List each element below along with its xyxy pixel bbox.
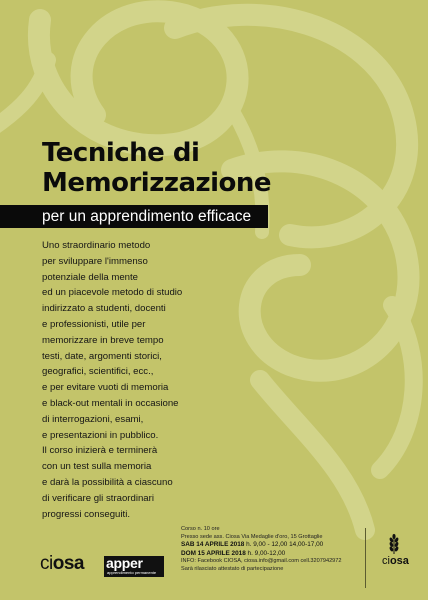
event-date-2-day: DOM 15 APRILE 2018 [181,549,246,557]
description-line: progressi conseguiti. [42,508,130,520]
ciosa-logo-vertical-prefix: ci [382,555,390,567]
course-venue: Presso sede ass. Ciosa Via Medaglie d'oro, 15 Grottaglie [181,533,323,540]
description-line: indirizzato a studenti, docenti [42,303,166,315]
ciosa-logo-suffix: osa [52,553,84,574]
description-line: testi, date, argomenti storici, [42,350,162,362]
description-line: per sviluppare l'immenso [42,255,148,267]
description-line: Il corso inizierà e terminerà [42,445,158,457]
wheat-grain-icon [387,533,401,555]
contact-info: INFO: Facebook CIOSA, ciosa.info@gmail.com cell.3207942972 [181,558,342,565]
description-line: geografici, scientifici, ecc., [42,366,154,378]
description-line: e presentazioni in pubblico. [42,429,159,441]
course-duration: Corso n. 10 ore [181,526,220,532]
description-line: e black-out mentali in occasione [42,397,179,409]
event-date-1-hours: h. 9,00 - 12,00 14,00-17,00 [244,541,324,549]
certificate-note: Sarà rilasciato attestato di partecipazione [181,565,284,572]
apper-logo [104,556,164,577]
description-line: memorizzare in breve tempo [42,334,164,346]
description-line: di interrogazioni, esami, [42,413,144,425]
description-line: e darà la possibilità a ciascuno [42,476,173,488]
description-line: Uno straordinario metodo [42,240,151,251]
description-line: potenziale della mente [42,271,139,283]
description-line: con un test sulla memoria [42,461,152,473]
ciosa-logo-vertical-text [382,555,409,568]
ciosa-logo-vertical-suffix: osa [389,555,409,567]
title-line-2: Memorizzazione [42,168,272,198]
ciosa-logo-vertical [382,533,409,568]
title-line-1: Tecniche di [42,138,200,168]
ciosa-logo-prefix: ci [40,553,53,574]
description-line: e professionisti, utile per [42,318,146,330]
apper-logo-name: apper [106,555,143,571]
event-date-1-day: SAB 14 APRILE 2018 [181,541,245,549]
description-line: e per evitare vuoti di memoria [42,382,169,394]
description-line: di verificare gli straordinari [42,492,154,504]
description-line: ed un piacevole metodo di studio [42,287,183,299]
event-date-2 [181,550,342,559]
apper-logo-tagline: apprendimento permanente [107,570,157,575]
subtitle: per un apprendimento efficace [42,208,252,225]
ciosa-logo [40,553,84,575]
event-date-1 [181,541,342,550]
description-text [42,238,242,522]
vertical-divider [365,528,366,588]
event-info [181,526,342,574]
event-date-2-hours: h. 9,00-12,00 [245,549,286,557]
poster-title [42,138,271,198]
